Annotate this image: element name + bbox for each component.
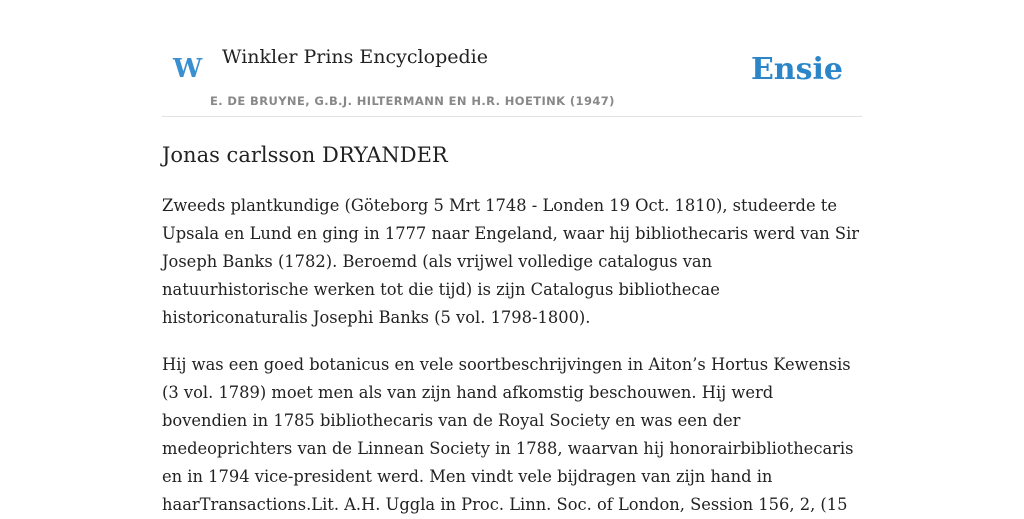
article-content: [162, 138, 862, 519]
site-header: [162, 0, 862, 117]
article-paragraph: Zweeds plantkundige (Göteborg 5 Mrt 1748 - Londen 19 Oct. 1810), studeerde te Upsala en Lund en ging in 1777 naar Engeland, waar hij bibliothecaris werd van Sir Joseph Banks (1782). Beroemd (als vrijwel volledige catalogus van natuurhistorische werken tot die tijd) is zijn Catalogus bibliothecae historiconaturalis Josephi Banks (5 vol. 1798-1800).: [162, 196, 860, 327]
article-title: Jonas carlsson DRYANDER: [162, 143, 448, 167]
ensie-brand-link[interactable]: Ensie: [750, 52, 843, 87]
publication-logo-icon[interactable]: W: [173, 54, 203, 84]
article-paragraph: Hij was een goed botanicus en vele soortbeschrijvingen in Aiton’s Hortus Kewensis (3 vol. 1789) moet men als van zijn hand afkomstig beschouwen. Hij werd bovendien in 1785 bibliothecaris van de Royal Society en was een der medeoprichters van de Linnean Society in 1788, waarvan hij honorairbibliothecaris en in 1794 vice-president werd. Men vindt vele bijdragen van zijn hand in haarTransactions.Lit. A.H. Uggla in Proc. Linn. Soc. of London, Session 156, 2, (15: [162, 355, 854, 514]
publication-title[interactable]: Winkler Prins Encyclopedie: [222, 46, 488, 68]
publication-authors: E. DE BRUYNE, G.B.J. HILTERMANN EN H.R. HOETINK (1947): [210, 94, 615, 108]
